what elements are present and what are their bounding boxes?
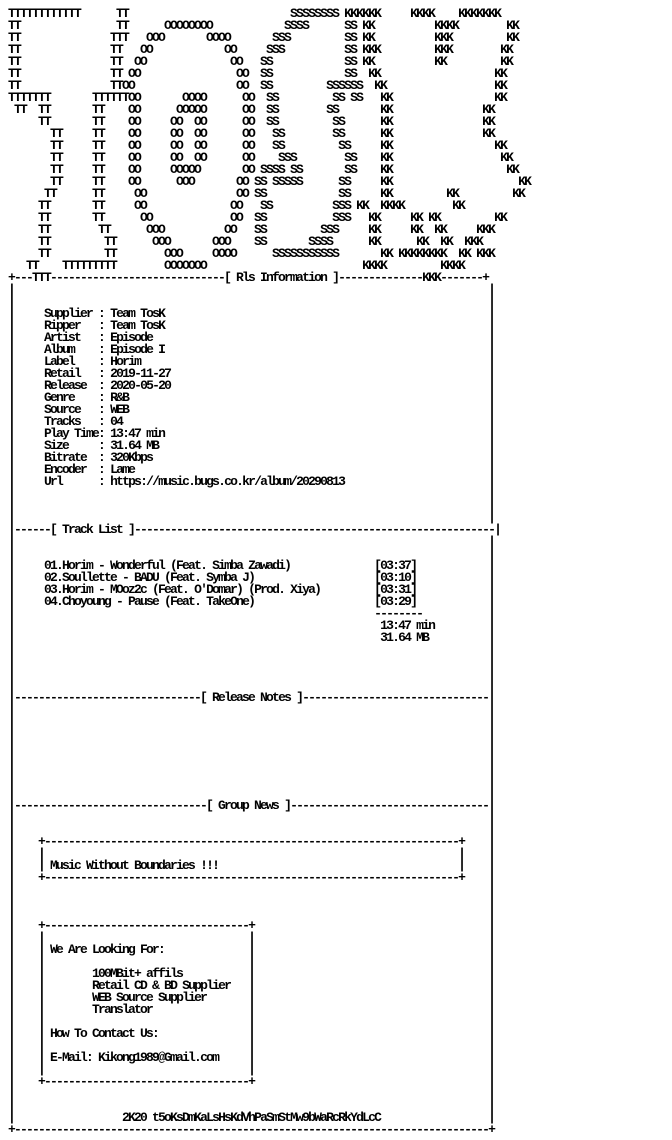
blank-line: | | (8, 546, 495, 561)
total-time-line: | 13:47 min | (8, 618, 495, 633)
blank-line: | | (8, 294, 495, 309)
blank-line: | | (8, 750, 495, 765)
box-line: | | Translator | | (8, 1002, 495, 1017)
field-value: Episode I (110, 342, 165, 357)
field-label: Url (44, 474, 99, 489)
blank-line: | | (8, 486, 495, 501)
blank-line: | | (8, 666, 495, 681)
logo-row: TT TT OOO OO SS SSS KK KK KK KKK (8, 222, 495, 237)
info-row: | Encoder : Lame | (8, 462, 495, 477)
section-divider: |--------------------------------[ Group News ]---------------------------------| (8, 798, 495, 813)
field-value: Horim (110, 354, 141, 369)
track-title: 02.Soullette - BADU (Feat. Symba J) (44, 570, 255, 585)
top-border: +---TTT-----------------------------[ Rls Information ]--------------KKK-------+ (8, 270, 489, 285)
contact-email: E-Mail: Kikong1989@Gmail.com (50, 1050, 219, 1065)
field-label: Ripper (44, 318, 99, 333)
field-value: 04 (110, 414, 123, 429)
logo-row: TT TT OOO OOOO SSSSSSSSSSS KK KKKKKKKK KK KKK (8, 246, 495, 261)
field-label: Supplier (44, 306, 99, 321)
track-duration: [03:10] (374, 570, 417, 585)
total-size: 31.64 MB (380, 630, 429, 645)
logo-row: TT TT OOOOOOOO SSSS SS KK KKKK KK (8, 18, 519, 33)
track-duration: [03:37] (374, 558, 417, 573)
field-value: Team TosK (110, 318, 165, 333)
blank-line: | | (8, 906, 495, 921)
box-line: | | | | (8, 1038, 495, 1053)
field-label: Release (44, 378, 99, 393)
track-row: | 01.Horim - Wonderful (Feat. Simba Zawadi) [03:37] | (8, 558, 495, 573)
info-row: | Release : 2020-05-20 | (8, 378, 495, 393)
rls-info-heading: [ Rls Information ] (224, 270, 339, 285)
track-title: 04.Choyoung - Pause (Feat. TakeOne) (44, 594, 255, 609)
info-row: | Retail : 2019-11-27 | (8, 366, 495, 381)
logo-row: TTTTTTTTTTTT TT SSSSSSSS KKKKKK KKKK KKKKKKK (8, 6, 501, 21)
box-line: | | Retail CD & BD Supplier | | (8, 978, 495, 993)
box-line: | | | | (8, 930, 495, 945)
info-row: | Play Time: 13:47 min | (8, 426, 495, 441)
track-title: 03.Horim - MOoz2c (Feat. O'Domar) (Prod. Xiya) (44, 582, 321, 597)
field-label: Source (44, 402, 99, 417)
info-row: | Url : https://music.bugs.co.kr/album/20290813 | (8, 474, 495, 489)
box-border: | +---------------------------------------------------------------------+ | (8, 870, 495, 885)
box-line: | | How To Contact Us: | | (8, 1026, 495, 1041)
blank-line: | | (8, 738, 495, 753)
blank-line: | | (8, 810, 495, 825)
box-line: | | We Are Looking For: | | (8, 942, 495, 957)
info-row: | Size : 31.64 MB | (8, 438, 495, 453)
blank-line: | | (8, 714, 495, 729)
box-line: | | | | (8, 954, 495, 969)
field-value: Lame (110, 462, 135, 477)
footer-line: | 2K20 t5oKsDmKaLsHsKdVhPaSmStMw9bWaRcRkYdLcC | (8, 1110, 495, 1125)
box-line: | | Music Without Boundaries !!! | | (8, 858, 495, 873)
field-value: 31.64 MB (110, 438, 159, 453)
logo-row: TT TTT OOO OOOO SSS SS KK KKK KK (8, 30, 519, 45)
logo-row: TT TT OO OO SS SSS KK KK KK KK (8, 210, 507, 225)
field-label: Bitrate (44, 450, 99, 465)
field-label: Size (44, 438, 99, 453)
box-line: | | WEB Source Supplier | | (8, 990, 495, 1005)
box-line: | | | | (8, 1062, 495, 1077)
total-time: 13:47 min (380, 618, 435, 633)
logo-row: TT TTTTTTTTT OOOOOOO KKKK KKKK (8, 258, 465, 273)
logo-row: TT TT OO OOOOO OO SSSS SS SS KK KK (8, 162, 519, 177)
section-divider: |------[ Track List ]------------------------------------------------------------| (8, 522, 501, 537)
field-value: R&B (110, 390, 129, 405)
field-value: https://music.bugs.co.kr/album/20290813 (110, 474, 345, 489)
looking-for-item: WEB Source Supplier (92, 990, 207, 1005)
logo-row: TT TT OO OO OO OO SS SS KK KK (8, 126, 495, 141)
field-label: Label (44, 354, 99, 369)
field-value: 2020-05-20 (110, 378, 171, 393)
field-value: WEB (110, 402, 129, 417)
track-row: | 03.Horim - MOoz2c (Feat. O'Domar) (Prod. Xiya) [03:31] | (8, 582, 495, 597)
blank-line: | | (8, 774, 495, 789)
track-row: | 02.Soullette - BADU (Feat. Symba J) [03:10] | (8, 570, 495, 585)
info-row: | Artist : Episode | (8, 330, 495, 345)
box-line: | | E-Mail: Kikong1989@Gmail.com | | (8, 1050, 495, 1065)
blank-line: | | (8, 762, 495, 777)
box-border: | +----------------------------------+ | (8, 918, 495, 933)
info-row: | Tracks : 04 | (8, 414, 495, 429)
release-notes-heading: [ Release Notes ] (200, 690, 303, 705)
motto-text: Music Without Boundaries !!! (50, 858, 219, 873)
track-title: 01.Horim - Wonderful (Feat. Simba Zawadi) (44, 558, 291, 573)
info-row: | Ripper : Team TosK | (8, 318, 495, 333)
blank-line: | | (8, 678, 495, 693)
looking-for-item: Retail CD & BD Supplier (92, 978, 231, 993)
bottom-border: +-------------------------------------------------------------------------------+ (8, 1122, 495, 1137)
track-duration: [03:31] (374, 582, 417, 597)
blank-line: | | (8, 1086, 495, 1101)
track-list-heading: [ Track List ] (50, 522, 135, 537)
blank-line: | | (8, 498, 495, 513)
nfo-document (8, 8, 530, 1136)
field-label: Genre (44, 390, 99, 405)
info-row: | Source : WEB | (8, 402, 495, 417)
info-row: | Label : Horim | (8, 354, 495, 369)
info-row: | Supplier : Team TosK | (8, 306, 495, 321)
field-label: Encoder (44, 462, 99, 477)
logo-row: TT TT OO OO SS SS KK KK KK (8, 186, 525, 201)
logo-row: TT TT OO OO SS SSS KK KKKK KK (8, 198, 465, 213)
blank-line: | | (8, 510, 495, 525)
info-row: | Album : Episode I | (8, 342, 495, 357)
blank-line: | | (8, 642, 495, 657)
contact-title: How To Contact Us: (50, 1026, 159, 1041)
logo-row: TT TT TT OO OOOOO OO SS SS KK KK (8, 102, 495, 117)
blank-line: | | (8, 702, 495, 717)
logo-row: TT TT OO OO OO OO SS SS KK KK (8, 114, 495, 129)
field-value: 320Kbps (110, 450, 153, 465)
logo-row: TT TT OO OO SS SS KK KK (8, 66, 507, 81)
field-label: Play Time (44, 426, 99, 441)
blank-line: | | (8, 1098, 495, 1113)
info-row: | Bitrate : 320Kbps | (8, 450, 495, 465)
field-value: Team TosK (110, 306, 165, 321)
total-rule: | -------- | (8, 606, 495, 621)
looking-for-item: Translator (92, 1002, 153, 1017)
box-line: | | | | (8, 1014, 495, 1029)
field-label: Retail (44, 366, 99, 381)
blank-line: | | (8, 822, 495, 837)
blank-line: | | (8, 282, 495, 297)
logo-row: TT TT OO OO OO OO SS SS KK KK (8, 138, 507, 153)
field-label: Artist (44, 330, 99, 345)
logo-row: TT TT OOO OOO SS SSSS KK KK KK KKK (8, 234, 483, 249)
section-divider: |-------------------------------[ Release Notes ]-------------------------------| (8, 690, 495, 705)
logo-row: TT TTOO OO SS SSSSSS KK KK (8, 78, 507, 93)
box-line: | | | | (8, 846, 495, 861)
field-label: Tracks (44, 414, 99, 429)
blank-line: | | (8, 534, 495, 549)
field-value: 13:47 min (110, 426, 165, 441)
logo-row: TT TT OO OO SSS SS KKK KKK KK (8, 42, 513, 57)
group-news-heading: [ Group News ] (206, 798, 291, 813)
blank-line: | | (8, 726, 495, 741)
footer-signature: 2K20 t5oKsDmKaLsHsKdVhPaSmStMw9bWaRcRkYdLcC (122, 1110, 381, 1125)
logo-row: TTTTTTT TTTTTTOO OOOO OO SS SS SS KK KK (8, 90, 507, 105)
track-duration: [03:29] (374, 594, 417, 609)
looking-for-item: 100MBit+ affils (92, 966, 183, 981)
track-row: | 04.Choyoung - Pause (Feat. TakeOne) [03:29] | (8, 594, 495, 609)
box-border: | +---------------------------------------------------------------------+ | (8, 834, 495, 849)
total-size-line: | 31.64 MB | (8, 630, 495, 645)
logo-row: TT TT OO OO SS SS KK KK KK (8, 54, 513, 69)
box-line: | | 100MBit+ affils | | (8, 966, 495, 981)
blank-line: | | (8, 894, 495, 909)
field-value: 2019-11-27 (110, 366, 171, 381)
blank-line: | | (8, 654, 495, 669)
logo-row: TT TT OO OO OO OO SSS SS KK KK (8, 150, 513, 165)
blank-line: | | (8, 882, 495, 897)
blank-line: | | (8, 786, 495, 801)
info-row: | Genre : R&B | (8, 390, 495, 405)
field-value: Episode (110, 330, 153, 345)
looking-for-title: We Are Looking For: (50, 942, 165, 957)
box-border: | +----------------------------------+ | (8, 1074, 495, 1089)
logo-row: TT TT OO OOO OO SS SSSSS SS KK KK (8, 174, 531, 189)
field-label: Album (44, 342, 99, 357)
